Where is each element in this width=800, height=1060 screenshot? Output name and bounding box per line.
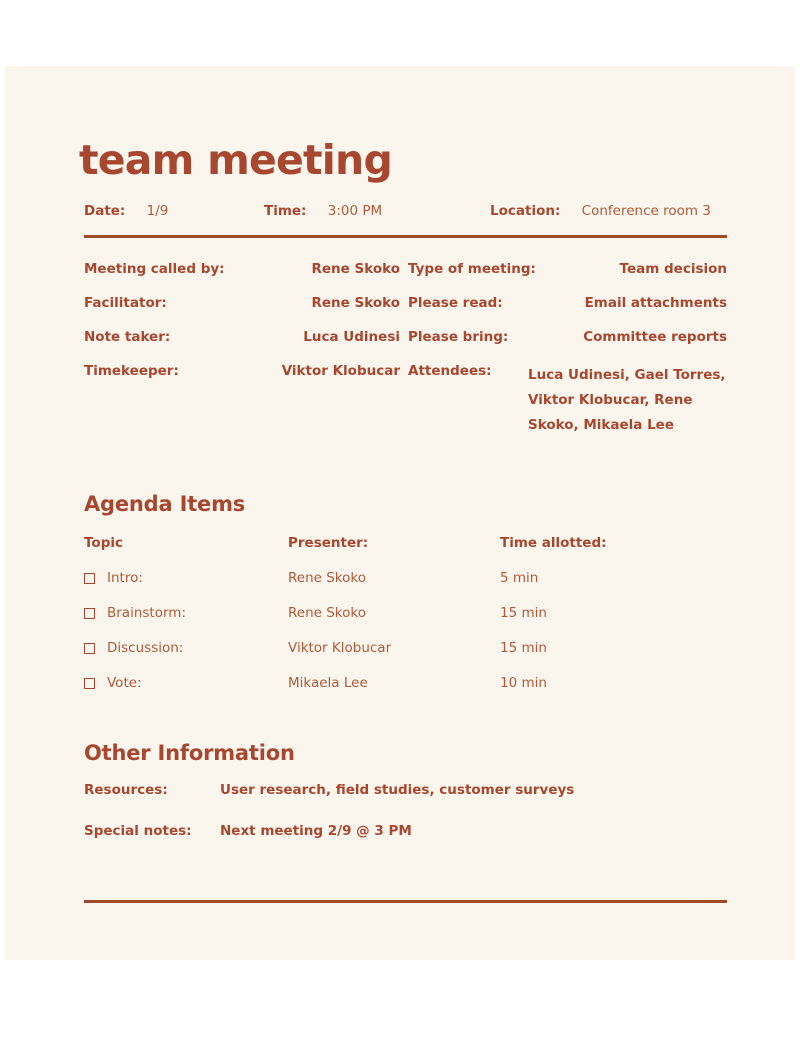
please-read-label: Please read: xyxy=(408,295,503,311)
column-header-topic: Topic xyxy=(84,535,123,551)
page-title: team meeting xyxy=(79,136,392,184)
info-row xyxy=(79,295,727,329)
agenda-presenter: Mikaela Lee xyxy=(288,675,368,691)
called-by-label: Meeting called by: xyxy=(84,261,225,277)
other-row xyxy=(79,782,727,823)
checkbox-icon[interactable] xyxy=(84,678,95,689)
time-label: Time: xyxy=(264,203,307,219)
header-divider xyxy=(84,235,727,238)
agenda-row xyxy=(79,675,727,710)
resources-value: User research, field studies, customer surveys xyxy=(220,782,575,798)
other-information xyxy=(79,782,727,864)
other-section-heading: Other Information xyxy=(84,741,295,765)
time-value: 3:00 PM xyxy=(327,203,383,219)
date-label: Date: xyxy=(84,203,126,219)
facilitator-value: Rene Skoko xyxy=(311,295,400,311)
column-header-presenter: Presenter: xyxy=(288,535,369,551)
note-taker-label: Note taker: xyxy=(84,329,171,345)
checkbox-icon[interactable] xyxy=(84,573,95,584)
agenda-header-row xyxy=(79,535,727,570)
info-row xyxy=(79,363,727,463)
called-by-value: Rene Skoko xyxy=(311,261,400,277)
agenda-time: 15 min xyxy=(500,605,547,621)
please-bring-value: Committee reports xyxy=(583,329,727,345)
special-notes-label: Special notes: xyxy=(84,823,192,839)
meta-time xyxy=(264,203,382,219)
checkbox-icon[interactable] xyxy=(84,643,95,654)
info-row xyxy=(79,261,727,295)
agenda-topic xyxy=(84,570,143,586)
attendees-value: Luca Udinesi, Gael Torres, Viktor Klobucar, Rene Skoko, Mikaela Lee xyxy=(528,367,726,433)
meta-date xyxy=(84,203,168,219)
agenda-time: 10 min xyxy=(500,675,547,691)
please-read-value: Email attachments xyxy=(584,295,727,311)
timekeeper-value: Viktor Klobucar xyxy=(281,363,400,379)
info-row xyxy=(79,329,727,363)
agenda-row xyxy=(79,640,727,675)
agenda-section-heading: Agenda Items xyxy=(84,492,246,516)
agenda-topic-label: Intro: xyxy=(107,570,143,586)
document-content xyxy=(79,66,727,903)
checkbox-icon[interactable] xyxy=(84,608,95,619)
date-value: 1/9 xyxy=(146,203,169,219)
agenda-topic xyxy=(84,675,142,691)
agenda-row xyxy=(79,605,727,640)
meeting-meta-row xyxy=(79,203,727,233)
agenda-row xyxy=(79,570,727,605)
attendees-label: Attendees: xyxy=(408,363,492,379)
agenda-topic xyxy=(84,605,186,621)
agenda-time: 15 min xyxy=(500,640,547,656)
agenda-time: 5 min xyxy=(500,570,539,586)
agenda-topic xyxy=(84,640,183,656)
location-label: Location: xyxy=(490,203,561,219)
type-label: Type of meeting: xyxy=(408,261,536,277)
note-taker-value: Luca Udinesi xyxy=(303,329,400,345)
meeting-info-grid xyxy=(79,261,727,463)
footer-divider xyxy=(84,900,727,903)
facilitator-label: Facilitator: xyxy=(84,295,167,311)
other-row xyxy=(79,823,727,864)
agenda-topic-label: Brainstorm: xyxy=(107,605,186,621)
resources-label: Resources: xyxy=(84,782,168,798)
agenda-presenter: Viktor Klobucar xyxy=(288,640,392,656)
agenda-topic-label: Vote: xyxy=(107,675,142,691)
agenda-topic-label: Discussion: xyxy=(107,640,184,656)
please-bring-label: Please bring: xyxy=(408,329,509,345)
agenda-presenter: Rene Skoko xyxy=(288,570,366,586)
meta-location xyxy=(490,203,711,219)
document-page xyxy=(5,66,795,960)
timekeeper-label: Timekeeper: xyxy=(84,363,179,379)
type-value: Team decision xyxy=(619,261,727,277)
special-notes-value: Next meeting 2/9 @ 3 PM xyxy=(220,823,412,839)
location-value: Conference room 3 xyxy=(581,203,711,219)
agenda-presenter: Rene Skoko xyxy=(288,605,366,621)
agenda-table xyxy=(79,535,727,710)
column-header-time: Time allotted: xyxy=(500,535,607,551)
